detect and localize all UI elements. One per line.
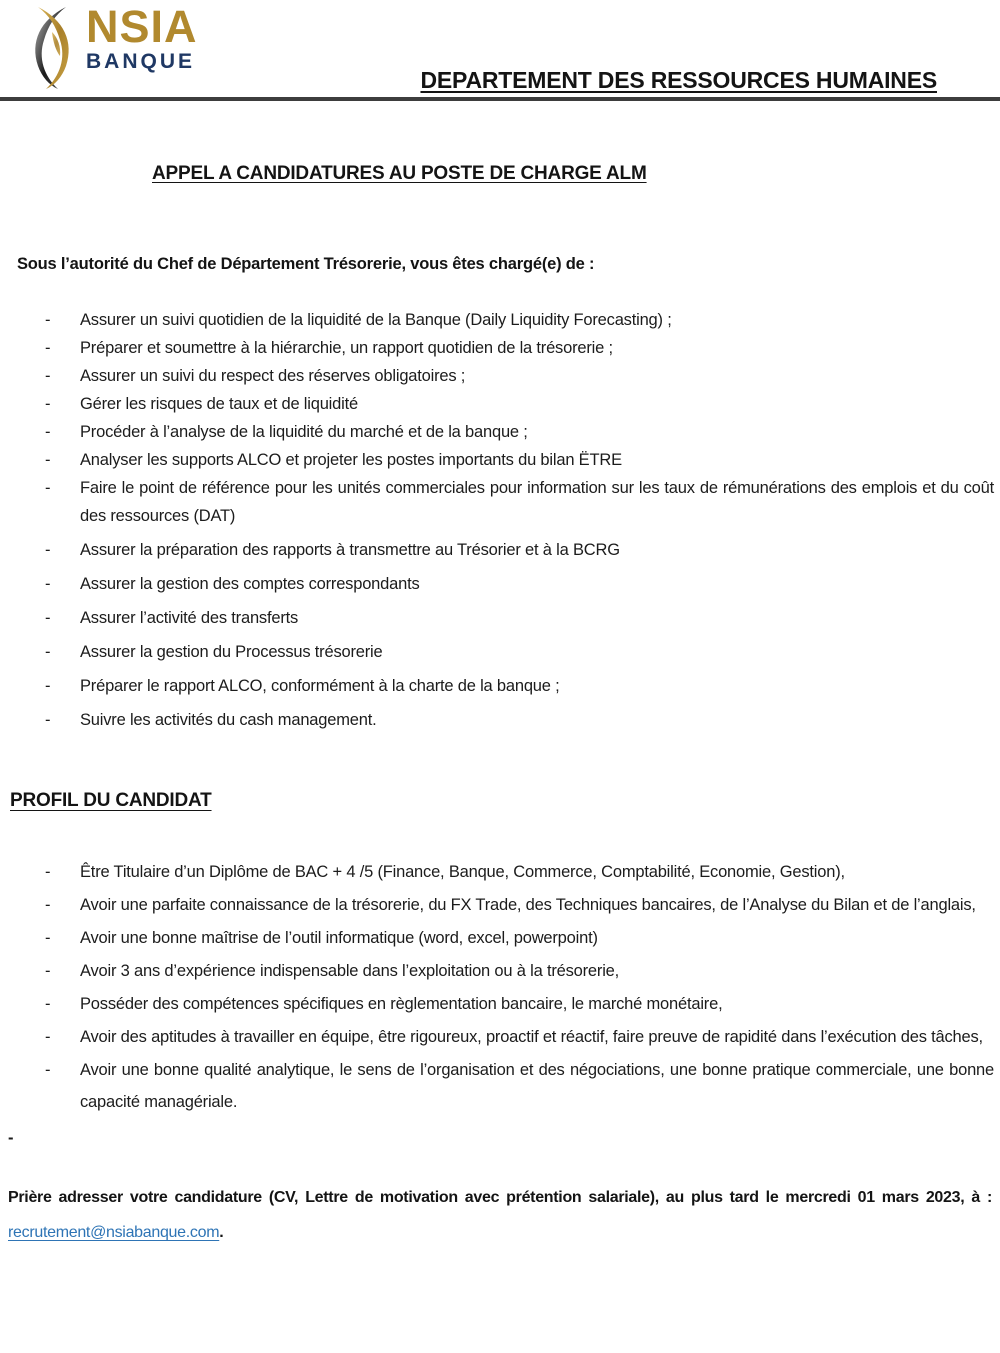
bullet-dash: - [45, 677, 51, 695]
logo-banque-text: BANQUE [86, 49, 196, 73]
list-item-text: Assurer la gestion des comptes correspondants [80, 575, 420, 593]
bullet-dash: - [45, 643, 51, 661]
page-header [0, 0, 1000, 101]
stray-dash: - [8, 1129, 14, 1147]
list-item [45, 446, 994, 474]
list-item [45, 604, 994, 632]
list-item [45, 418, 994, 446]
list-item-text: Assurer l’activité des transferts [80, 609, 299, 627]
list-item [45, 570, 994, 598]
list-item-text: Avoir 3 ans d’expérience indispensable dans l’exploitation ou à la trésorerie, [80, 962, 620, 980]
bullet-dash: - [45, 711, 51, 729]
list-item-text: Avoir des aptitudes à travailler en équipe, être rigoureux, proactif et réactif, faire preuve de rapidité dans l’exécution des tâches, [80, 1028, 983, 1046]
department-title: DEPARTEMENT DES RESSOURCES HUMAINES [420, 67, 937, 93]
bullet-dash: - [45, 896, 51, 914]
intro-text: Sous l’autorité du Chef de Département Trésorerie, vous êtes chargé(e) de : [16, 255, 595, 273]
list-item-text: Suivre les activités du cash management. [80, 711, 377, 729]
list-item-text: Assurer un suivi quotidien de la liquidité de la Banque (Daily Liquidity Forecasting) ; [80, 311, 672, 329]
bullet-dash: - [45, 395, 51, 413]
list-item-text: Analyser les supports ALCO et projeter les postes importants du bilan ËTRE [80, 451, 622, 469]
bullet-dash: - [45, 541, 51, 559]
list-item-text: Assurer un suivi du respect des réserves obligatoires ; [80, 367, 466, 385]
duties-list [0, 306, 1000, 734]
list-item [45, 922, 994, 954]
bullet-dash: - [45, 423, 51, 441]
list-item [45, 706, 994, 734]
bullet-dash: - [45, 339, 51, 357]
list-item-text: Avoir une bonne qualité analytique, le sens de l’organisation et des négociations, une bonne pratique commerciale, une bonne capacité managériale. [80, 1061, 994, 1111]
profile-list [0, 856, 1000, 1118]
list-item [45, 474, 994, 530]
bullet-dash: - [45, 863, 51, 881]
list-item-text: Préparer le rapport ALCO, conformément à la charte de la banque ; [80, 677, 560, 695]
logo-nsia-text: NSIA [86, 1, 198, 52]
list-item [45, 638, 994, 666]
closing-paragraph [8, 1180, 992, 1250]
list-item-text: Faire le point de référence pour les unités commerciales pour information sur les taux de rémunérations des emplois et du coût des ressources (DAT) [80, 479, 994, 525]
email-link[interactable]: recrutement@nsiabanque.com [8, 1224, 220, 1241]
closing-text-before: Prière adresser votre candidature (CV, Lettre de motivation avec prétention salariale), au plus tard le mercredi 01 mars 2023, à : [8, 1189, 992, 1206]
list-item-text: Préparer et soumettre à la hiérarchie, un rapport quotidien de la trésorerie ; [80, 339, 613, 357]
list-item [45, 672, 994, 700]
list-item-text: Gérer les risques de taux et de liquidité [80, 395, 358, 413]
bullet-dash: - [45, 575, 51, 593]
list-item [45, 390, 994, 418]
bullet-dash: - [45, 995, 51, 1013]
list-item [45, 362, 994, 390]
list-item [45, 334, 994, 362]
bullet-dash: - [45, 1028, 51, 1046]
list-item-text: Assurer la préparation des rapports à transmettre au Trésorier et à la BCRG [80, 541, 620, 559]
list-item-text: Assurer la gestion du Processus trésorerie [80, 643, 383, 661]
bullet-dash: - [45, 367, 51, 385]
bullet-dash: - [45, 962, 51, 980]
bullet-dash: - [45, 929, 51, 947]
list-item-text: Être Titulaire d’un Diplôme de BAC + 4 /5 (Finance, Banque, Commerce, Comptabilité, Economie, Gestion), [80, 863, 845, 881]
closing-text-after: . [219, 1224, 224, 1241]
bullet-dash: - [45, 1061, 51, 1079]
profile-section-title: PROFIL DU CANDIDAT [10, 790, 212, 811]
bullet-dash: - [45, 311, 51, 329]
list-item [45, 1021, 994, 1053]
nsia-banque-logo [22, 1, 198, 90]
list-item [45, 955, 994, 987]
job-posting-title: APPEL A CANDIDATURES AU POSTE DE CHARGE ALM [152, 163, 647, 184]
bullet-dash: - [45, 609, 51, 627]
list-item [45, 988, 994, 1020]
list-item [45, 889, 994, 921]
list-item-text: Avoir une parfaite connaissance de la trésorerie, du FX Trade, des Techniques bancaires, de l’Analyse du Bilan et de l’anglais, [80, 896, 976, 914]
list-item-text: Posséder des compétences spécifiques en règlementation bancaire, le marché monétaire, [80, 995, 723, 1013]
bullet-dash: - [45, 479, 51, 497]
logo-swoosh-icon [22, 6, 84, 90]
underline-mark [8, 255, 17, 273]
list-item-text: Avoir une bonne maîtrise de l’outil informatique (word, excel, powerpoint) [80, 929, 598, 947]
intro-line [8, 255, 1000, 274]
bullet-dash: - [45, 451, 51, 469]
list-item [45, 306, 994, 334]
logo-text [86, 1, 198, 73]
list-item [45, 856, 994, 888]
list-item [45, 1054, 994, 1118]
list-item [45, 536, 994, 564]
list-item-text: Procéder à l’analyse de la liquidité du marché et de la banque ; [80, 423, 528, 441]
